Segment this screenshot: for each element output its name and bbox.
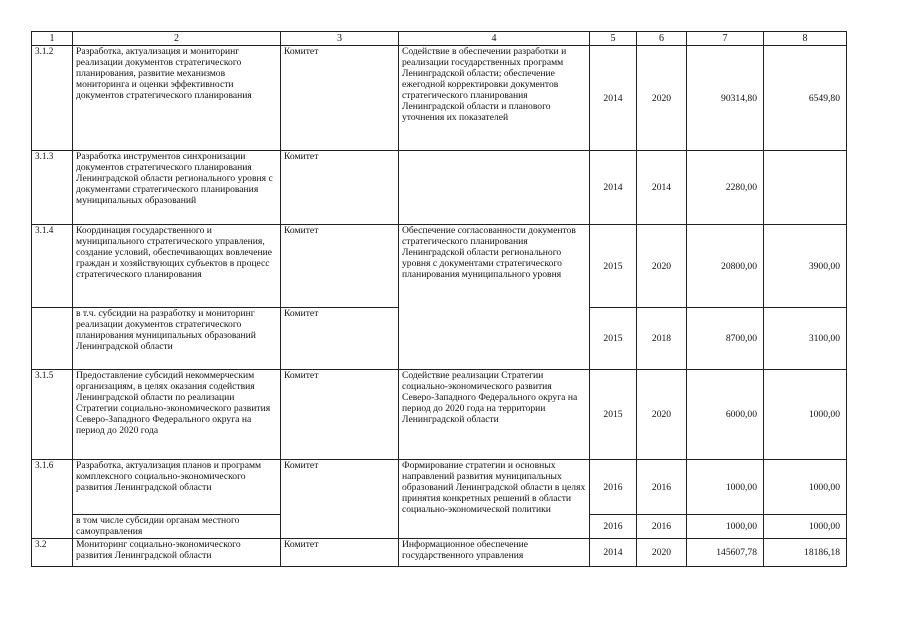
total-amount: 90314,80 [687,46,764,151]
start-year: 2014 [590,539,637,567]
start-year: 2015 [590,225,637,308]
header-cell: 8 [764,32,847,46]
annual-amount: 18186,18 [764,539,847,567]
end-year: 2020 [637,225,687,308]
executor: Комитет [281,539,399,567]
end-year: 2020 [637,370,687,460]
header-cell: 6 [637,32,687,46]
activity-name: в том числе субсидии органам местного самоуправления [73,515,281,539]
header-cell: 5 [590,32,637,46]
end-year: 2014 [637,151,687,225]
total-amount: 2280,00 [687,151,764,225]
header-cell: 3 [281,32,399,46]
table-row [32,370,847,460]
start-year: 2014 [590,151,637,225]
expected-result: Обеспечение согласованности документов стратегического планирования Ленинградской области регионального уровня с документами стратегического планирования муниципального уровня [399,225,590,370]
item-number: 3.1.6 [32,460,73,539]
annual-amount [764,151,847,225]
item-number: 3.2 [32,539,73,567]
program-activities-table [31,31,847,567]
expected-result: Формирование стратегии и основных направлений развития муниципальных образований Ленинградской области в целях принятия конкретных решений в области социально-экономической политики [399,460,590,539]
annual-amount: 1000,00 [764,460,847,515]
annual-amount: 6549,80 [764,46,847,151]
start-year: 2016 [590,460,637,515]
start-year: 2015 [590,370,637,460]
annual-amount: 3900,00 [764,225,847,308]
total-amount: 20800,00 [687,225,764,308]
annual-amount: 1000,00 [764,515,847,539]
header-row [32,32,847,46]
activity-name: Разработка инструментов синхронизации документов стратегического планирования Ленинградской области регионального уровня с документами стратегического планирования муниципальных образований [73,151,281,225]
executor: Комитет [281,151,399,225]
activity-name: в т.ч. субсидии на разработку и мониторинг реализации документов стратегического планирования муниципальных образований Ленинградской области [73,308,281,370]
table-row [32,225,847,308]
expected-result: Информационное обеспечение государственного управления [399,539,590,567]
executor: Комитет [281,46,399,151]
executor: Комитет [281,460,399,539]
end-year: 2018 [637,308,687,370]
start-year: 2016 [590,515,637,539]
table-row [32,460,847,515]
activity-name: Разработка, актуализация и мониторинг реализации документов стратегического планирования, развитие механизмов мониторинга и оценки эффективности документов стратегического планирования [73,46,281,151]
executor: Комитет [281,225,399,308]
activity-name: Предоставление субсидий некоммерческим организациям, в целях оказания содействия Ленинградской области по реализации Стратегии социально-экономического развития Северо-Западного Федерального округа на период до 2020 года [73,370,281,460]
item-number [32,308,73,370]
header-cell: 7 [687,32,764,46]
item-number: 3.1.4 [32,225,73,308]
executor: Комитет [281,308,399,370]
total-amount: 1000,00 [687,515,764,539]
expected-result [399,151,590,225]
total-amount: 1000,00 [687,460,764,515]
item-number: 3.1.5 [32,370,73,460]
expected-result: Содействие в обеспечении разработки и реализации государственных программ Ленинградской области; обеспечение ежегодной корректировки документов стратегического планирования Ленинградской области и планового уточнения их показателей [399,46,590,151]
activity-name: Разработка, актуализация планов и программ комплексного социально-экономического развития Ленинградской области [73,460,281,515]
annual-amount: 1000,00 [764,370,847,460]
table-row [32,46,847,151]
item-number: 3.1.2 [32,46,73,151]
item-number: 3.1.3 [32,151,73,225]
table-row [32,151,847,225]
header-cell: 4 [399,32,590,46]
header-cell: 2 [73,32,281,46]
activity-name: Мониторинг социально-экономического развития Ленинградской области [73,539,281,567]
total-amount: 6000,00 [687,370,764,460]
activity-name: Координация государственного и муниципального стратегического управления, создание условий, обеспечивающих вовлечение граждан и хозяйствующих субъектов в процесс стратегического планирования [73,225,281,308]
total-amount: 145607,78 [687,539,764,567]
expected-result: Содействие реализации Стратегии социально-экономического развития Северо-Западного Федерального округа на период до 2020 года на территории Ленинградской области [399,370,590,460]
total-amount: 8700,00 [687,308,764,370]
table-row [32,539,847,567]
end-year: 2016 [637,515,687,539]
end-year: 2016 [637,460,687,515]
executor: Комитет [281,370,399,460]
start-year: 2015 [590,308,637,370]
header-cell: 1 [32,32,73,46]
end-year: 2020 [637,539,687,567]
end-year: 2020 [637,46,687,151]
annual-amount: 3100,00 [764,308,847,370]
start-year: 2014 [590,46,637,151]
